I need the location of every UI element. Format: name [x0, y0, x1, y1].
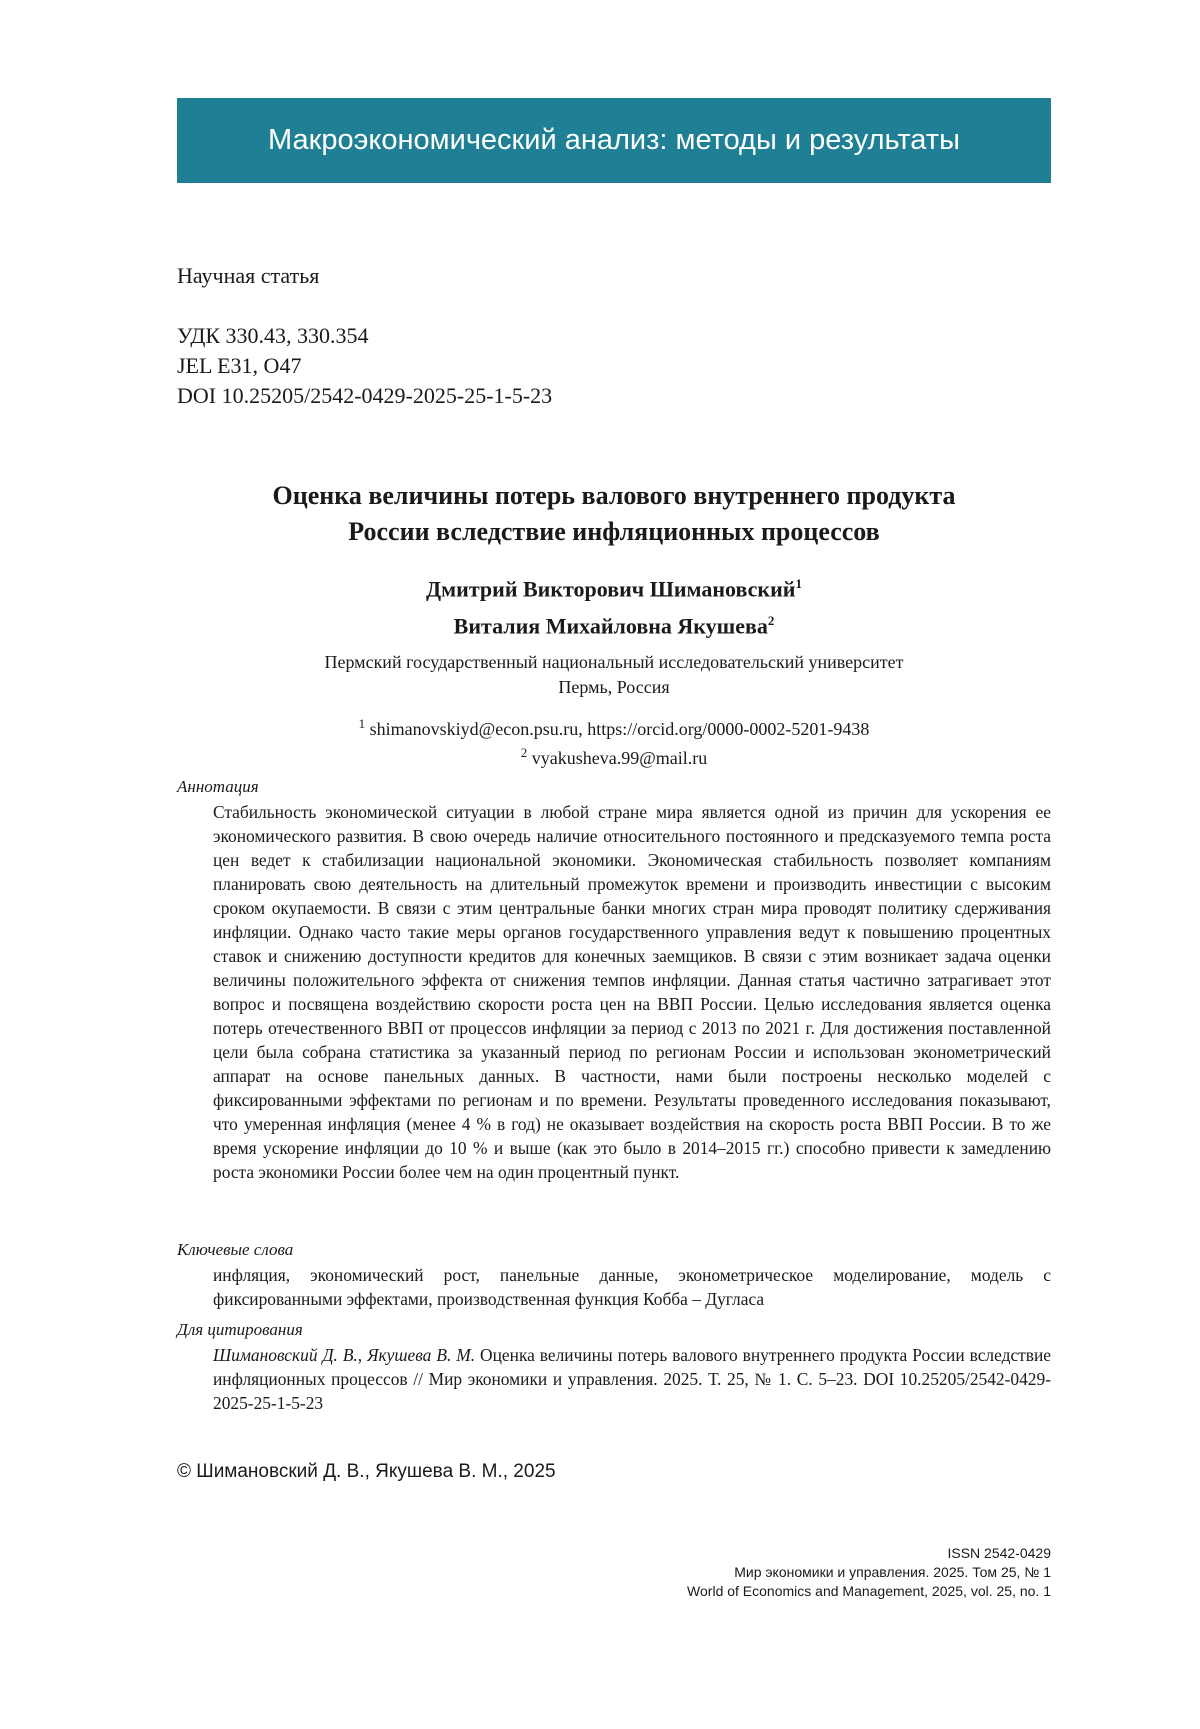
abstract-label: Аннотация — [177, 777, 259, 796]
citation-authors: Шимановский Д. В., Якушева В. М. — [213, 1345, 476, 1365]
author-name: Дмитрий Викторович Шимановский — [426, 576, 796, 602]
article-title — [177, 478, 1051, 550]
citation-label: Для цитирования — [177, 1320, 303, 1339]
journal-en: World of Economics and Management, 2025, vol. 25, no. 1 — [687, 1583, 1051, 1599]
author-2 — [177, 605, 1051, 642]
copyright: © Шимановский Д. В., Якушева В. М., 2025 — [177, 1461, 556, 1482]
doi[interactable]: DOI 10.25205/2542-0429-2025-25-1-5-23 — [177, 383, 553, 408]
abstract-text: Стабильность экономической ситуации в любой стране мира является одной из причин для ускорения ее экономического развития. В свою очередь наличие относительного постоянного и предсказуемого темпа роста цен ведет к стабилизации национальной экономики. Экономическая стабильность позволяет компаниям планировать свою деятельность на длительный промежуток времени и производить инвестиции с высоким сроком окупаемости. В связи с этим центральные банки многих стран мира проводят политику сдерживания инфляции. Однако часто такие меры органов государственного управления ведут к повышению процентных ставок и снижению доступности кредитов для конечных заемщиков. В связи с этим возникает задача оценки величины положительного эффекта от снижения темпов инфляции. Данная статья частично затрагивает этот вопрос и посвящена воздействию скорости роста цен на ВВП России. Целью исследования является оценка потерь отечественного ВВП от процессов инфляции за период с 2013 по 2021 г. Для достижения поставленной цели была собрана статистика за указанный период по регионам России и использован эконометрический аппарат на основе панельных данных. В частности, нами были построены несколько моделей с фиксированными эффектами по регионам и по времени. Результаты проведенного исследования показывают, что умеренная инфляция (менее 4 % в год) не оказывает воздействия на скорость роста ВВП России. В то же время ускорение инфляции до 10 % и выше (как это было в 2014–2015 гг.) способно привести к замедлению роста экономики России более чем на один процентный пункт. — [213, 802, 1051, 1182]
affiliation — [177, 650, 1051, 700]
author-emails — [177, 712, 1051, 770]
author-mark: 2 — [767, 613, 775, 629]
author-1 — [177, 568, 1051, 605]
email-text[interactable]: vyakusheva.99@mail.ru — [531, 748, 708, 768]
author-mark: 1 — [795, 576, 802, 591]
title-line-2: России вследствие инфляционных процессов — [348, 517, 880, 546]
article-type: Научная статья — [177, 263, 320, 288]
keywords-label: Ключевые слова — [177, 1240, 294, 1259]
authors — [177, 568, 1051, 643]
udc-code: УДК 330.43, 330.354 — [177, 323, 369, 348]
keywords-text: инфляция, экономический рост, панельные данные, эконометрическое моделирование, модель с фиксированными эффектами, производственная функция Кобба – Дугласа — [213, 1265, 1051, 1309]
email-2 — [177, 741, 1051, 770]
affiliation-location: Пермь, Россия — [558, 677, 670, 697]
section-banner — [177, 98, 1051, 183]
email-1 — [177, 712, 1051, 741]
citation-text — [213, 1343, 1051, 1415]
email-mark: 1 — [358, 716, 366, 731]
journal-footer — [687, 1544, 1051, 1601]
affiliation-name: Пермский государственный национальный исследовательский университет — [324, 652, 904, 672]
jel-code: JEL E31, O47 — [177, 353, 302, 378]
citation-body: Оценка величины потерь валового внутреннего продукта России вследствие инфляционных процессов // Мир экономики и управления. 2025. Т. 25, № 1. С. 5–23. DOI 10.25205/2542-0429-2025-25-1-5-23 — [213, 1345, 1051, 1413]
issn: ISSN 2542-0429 — [947, 1545, 1051, 1561]
email-mark: 2 — [520, 745, 528, 760]
article-meta — [177, 321, 552, 411]
email-text[interactable]: shimanovskiyd@econ.psu.ru, https://orcid.org/0000-0002-5201-9438 — [369, 719, 870, 739]
journal-ru: Мир экономики и управления. 2025. Том 25, № 1 — [734, 1564, 1051, 1580]
author-name: Виталия Михайловна Якушева — [453, 613, 768, 639]
banner-title: Макроэкономический анализ: методы и результаты — [268, 124, 960, 156]
title-line-1: Оценка величины потерь валового внутреннего продукта — [272, 481, 956, 510]
